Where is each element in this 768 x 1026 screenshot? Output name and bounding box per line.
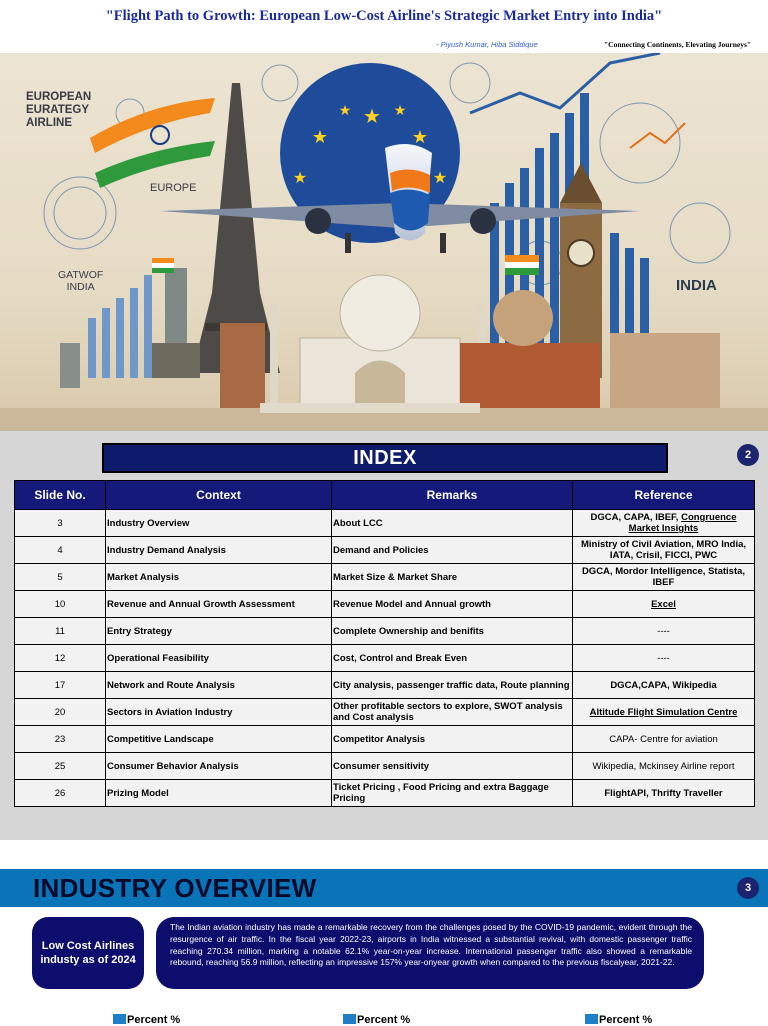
- reference-cell: [573, 645, 755, 672]
- context-cell: Industry Overview: [106, 510, 332, 537]
- remarks-cell: Consumer sensitivity: [332, 753, 573, 780]
- reference-cell: [573, 699, 755, 726]
- document-header: [0, 0, 768, 54]
- context-cell: Network and Route Analysis: [106, 672, 332, 699]
- table-row: [15, 564, 755, 591]
- remarks-cell: City analysis, passenger traffic data, Route planning: [332, 672, 573, 699]
- lcc-label-box: [32, 917, 144, 989]
- page-number-badge: 3: [737, 877, 759, 899]
- context-cell: Industry Demand Analysis: [106, 537, 332, 564]
- document-title: "Flight Path to Growth: European Low-Cost Airline's Strategic Market Entry into India": [105, 8, 663, 24]
- reference-cell: [573, 780, 755, 807]
- context-cell: Entry Strategy: [106, 618, 332, 645]
- authors: - Piyush Kumar, Hiba Siddique: [436, 40, 538, 49]
- svg-text:★: ★: [311, 127, 329, 148]
- index-section: [0, 431, 768, 840]
- reference-cell: [573, 564, 755, 591]
- slide-number-cell: 10: [15, 591, 106, 618]
- table-row: [15, 645, 755, 672]
- slide-number-cell: 26: [15, 780, 106, 807]
- slide-number-cell: 12: [15, 645, 106, 672]
- slide-number-cell: 23: [15, 726, 106, 753]
- svg-text:★: ★: [411, 127, 429, 148]
- index-title: INDEX: [102, 443, 668, 473]
- legend-swatch: [585, 1014, 598, 1024]
- hero-label-gateway: GATWOF INDIA: [58, 269, 104, 293]
- legend-label: Percent %: [599, 1014, 653, 1026]
- context-cell: Market Analysis: [106, 564, 332, 591]
- reference-text: DGCA, CAPA, IBEF,: [590, 512, 682, 523]
- remarks-cell: Revenue Model and Annual growth: [332, 591, 573, 618]
- hero-artwork: [0, 53, 768, 431]
- reference-text: DGCA,CAPA, Wikipedia: [610, 679, 717, 691]
- reference-cell: [573, 753, 755, 780]
- context-cell: Prizing Model: [106, 780, 332, 807]
- svg-text:★: ★: [292, 168, 308, 187]
- table-row: [15, 699, 755, 726]
- remarks-cell: Market Size & Market Share: [332, 564, 573, 591]
- hero-label-airline: EUROPEAN EURATEGY AIRLINE: [26, 91, 92, 129]
- context-cell: Sectors in Aviation Industry: [106, 699, 332, 726]
- table-row: [15, 726, 755, 753]
- reference-text: Wikipedia, Mckinsey Airline report: [592, 760, 735, 772]
- page-number-badge: 2: [737, 444, 759, 466]
- index-table: [14, 480, 755, 807]
- legend-label: Percent %: [357, 1014, 411, 1026]
- table-row: [15, 780, 755, 807]
- industry-overview-section: [0, 840, 768, 1024]
- slide-number-cell: 3: [15, 510, 106, 537]
- section-title: INDUSTRY OVERVIEW: [33, 873, 317, 903]
- reference-link[interactable]: Congruence Market Insights: [628, 512, 737, 534]
- reference-cell: [573, 726, 755, 753]
- svg-text:★: ★: [432, 168, 448, 187]
- reference-text: Ministry of Civil Aviation, MRO India, IATA, Crisil, FICCI, PWC: [580, 539, 747, 561]
- hero-label-europe: EUROPE: [150, 182, 197, 194]
- svg-text:★: ★: [338, 103, 352, 119]
- reference-text: FlightAPI, Thrifty Traveller: [604, 787, 723, 799]
- column-header: Slide No.: [15, 481, 106, 510]
- slide-number-cell: 25: [15, 753, 106, 780]
- tagline: "Connecting Continents, Elevating Journeys": [604, 40, 752, 49]
- table-row: [15, 753, 755, 780]
- reference-cell: [573, 537, 755, 564]
- svg-text:★: ★: [393, 103, 407, 119]
- chart-legend: [343, 1014, 410, 1026]
- table-row: [15, 618, 755, 645]
- lcc-label: Low Cost Airlines industy as of 2024: [40, 940, 136, 966]
- chart-legend: [113, 1014, 180, 1026]
- hero-label-india: INDIA: [676, 277, 717, 294]
- remarks-cell: About LCC: [332, 510, 573, 537]
- reference-link[interactable]: Excel: [651, 598, 676, 610]
- context-cell: Consumer Behavior Analysis: [106, 753, 332, 780]
- reference-text: DGCA, Mordor Intelligence, Statista, IBEF: [581, 566, 746, 588]
- table-row: [15, 510, 755, 537]
- slide-number-cell: 4: [15, 537, 106, 564]
- legend-swatch: [113, 1014, 126, 1024]
- reference-text: ----: [657, 652, 670, 664]
- overview-text-box: [156, 917, 704, 989]
- slide-number-cell: 17: [15, 672, 106, 699]
- legend-label: Percent %: [127, 1014, 181, 1026]
- index-header-row: [15, 481, 755, 510]
- context-cell: Competitive Landscape: [106, 726, 332, 753]
- remarks-cell: Other profitable sectors to explore, SWOT analysis and Cost analysis: [332, 699, 573, 726]
- reference-link[interactable]: Altitude Flight Simulation Centre: [589, 706, 738, 718]
- reference-cell: [573, 672, 755, 699]
- column-header: Reference: [573, 481, 755, 510]
- reference-text: ----: [657, 625, 670, 637]
- reference-text: CAPA- Centre for aviation: [609, 733, 718, 745]
- reference-cell: [573, 618, 755, 645]
- svg-text:★: ★: [363, 104, 381, 128]
- remarks-cell: Complete Ownership and benifits: [332, 618, 573, 645]
- table-row: [15, 591, 755, 618]
- hero-illustration: [0, 53, 768, 431]
- remarks-cell: Demand and Policies: [332, 537, 573, 564]
- legend-swatch: [343, 1014, 356, 1024]
- context-cell: Operational Feasibility: [106, 645, 332, 672]
- chart-legend: [585, 1014, 652, 1026]
- remarks-cell: Cost, Control and Break Even: [332, 645, 573, 672]
- remarks-cell: Ticket Pricing , Food Pricing and extra Baggage Pricing: [332, 780, 573, 807]
- slide-number-cell: 5: [15, 564, 106, 591]
- reference-cell: [573, 510, 755, 537]
- reference-cell: [573, 591, 755, 618]
- slide-number-cell: 20: [15, 699, 106, 726]
- column-header: Remarks: [332, 481, 573, 510]
- table-row: [15, 537, 755, 564]
- context-cell: Revenue and Annual Growth Assessment: [106, 591, 332, 618]
- overview-paragraph: The Indian aviation industry has made a remarkable recovery from the challenges posed by the COVID-19 pandemic, evident through the resurgence of air traffic. In the fiscal year 2022-23, airports in India witnessed a substantial revival, with domestic passenger traffic reaching 270.34 million, marking a notable 62.1% year-on-year increase. International passenger traffic also showed a remarkable rebound, reaching 56.9 million, reflecting an impressive 157% year-onyear growth when compared to the previous fiscalyear, 2021-22.: [170, 922, 692, 968]
- column-header: Context: [106, 481, 332, 510]
- table-row: [15, 672, 755, 699]
- remarks-cell: Competitor Analysis: [332, 726, 573, 753]
- slide-number-cell: 11: [15, 618, 106, 645]
